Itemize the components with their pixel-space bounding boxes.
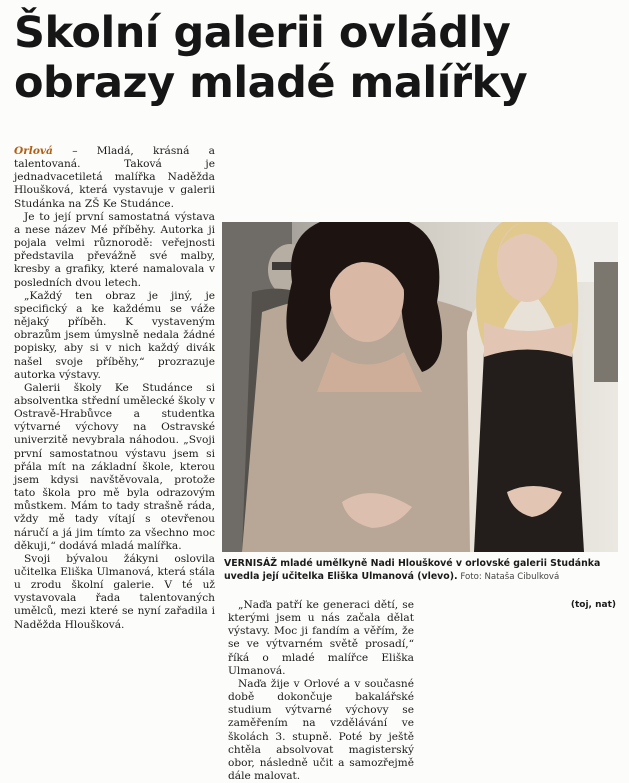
lead-text: – Mladá, krásná a talentovaná. Taková je jednadvacetiletá malířka Naděžda Hloušková, která vystavuje v galerii Studánka na ZŠ Ke Studánce.	[14, 145, 215, 210]
paragraph-2: Je to její první samostatná výstava a nese název Mé příběhy. Autorka ji pojala velmi různorodě: veřejnosti představila převážně své malby, kresby a grafiky, které namalovala v posledních dvou letech.	[14, 210, 215, 289]
caption-label: VERNISÁŽ	[224, 558, 278, 569]
author-signature: (toj, nat)	[570, 600, 616, 610]
paragraph-7: Naďa žije v Orlové a v současné době dokončuje bakalářské studium výtvarné výchovy se zaměřením na vzdělávání ve školách 3. stupně. Poté by ještě chtěla absolvovat magisterský obor, následně učit a samozřejmě dále malovat.	[228, 677, 414, 783]
vernissage-photo	[222, 222, 618, 552]
article-headline	[14, 8, 619, 108]
paragraph-4: Galerii školy Ke Studánce si absolventka střední umělecké školy v Ostravě-Hrabůvce a studentka výtvarné výchovy na Ostravské univerzitě nevybrala náhodou. „Svoji první samostatnou výstavu jsem si přála mít na základní škole, kterou jsem kdysi navštěvovala, protože tato škola pro mě byla odrazovým můstkem. Mám to tady strašně ráda, vždy mě tady vítají s otevřenou náručí a já jim tímto za všechno moc děkuji,“ dodává mladá malířka.	[14, 381, 215, 552]
article-column-left	[14, 145, 215, 632]
headline-line-1: Školní galerii ovládly	[14, 8, 511, 58]
caption-text: mladé umělkyně Nadi Hlouškové v orlovské galerii Studánka uvedla její učitelka Eliška Ulmanová (vlevo).	[224, 558, 601, 582]
lead-paragraph	[14, 145, 215, 211]
article-column-middle	[228, 599, 414, 783]
paragraph-6: „Naďa patří ke generaci dětí, se kterými jsem u nás začala dělat výstavy. Moc ji fandím a věřím, že se ve výtvarném světě prosadí,“ říká o mladé malířce Eliška Ulmanová.	[228, 599, 414, 677]
paragraph-3: „Každý ten obraz je jiný, je specifický a ke každému se váže nějaký příběh. K vystaveným obrazům jsem úmyslně nedala žádné popisky, aby si v nich každý divák našel svoje příběhy,“ prozrazuje autorka výstavy.	[14, 289, 215, 381]
photo-caption	[224, 558, 616, 583]
article-column-right	[425, 599, 616, 612]
photo-credit: Foto: Nataša Cibulková	[457, 571, 560, 582]
headline-line-2: obrazy mladé malířky	[14, 58, 528, 108]
paragraph-5: Svoji bývalou žákyni oslovila učitelka Eliška Ulmanová, která stála u zrodu školní galerie. V té už vystavovala řada talentovaných umělců, mezi které se nyní zařadila i Naděžda Hloušková.	[14, 552, 215, 631]
dateline: Orlová	[14, 145, 53, 157]
